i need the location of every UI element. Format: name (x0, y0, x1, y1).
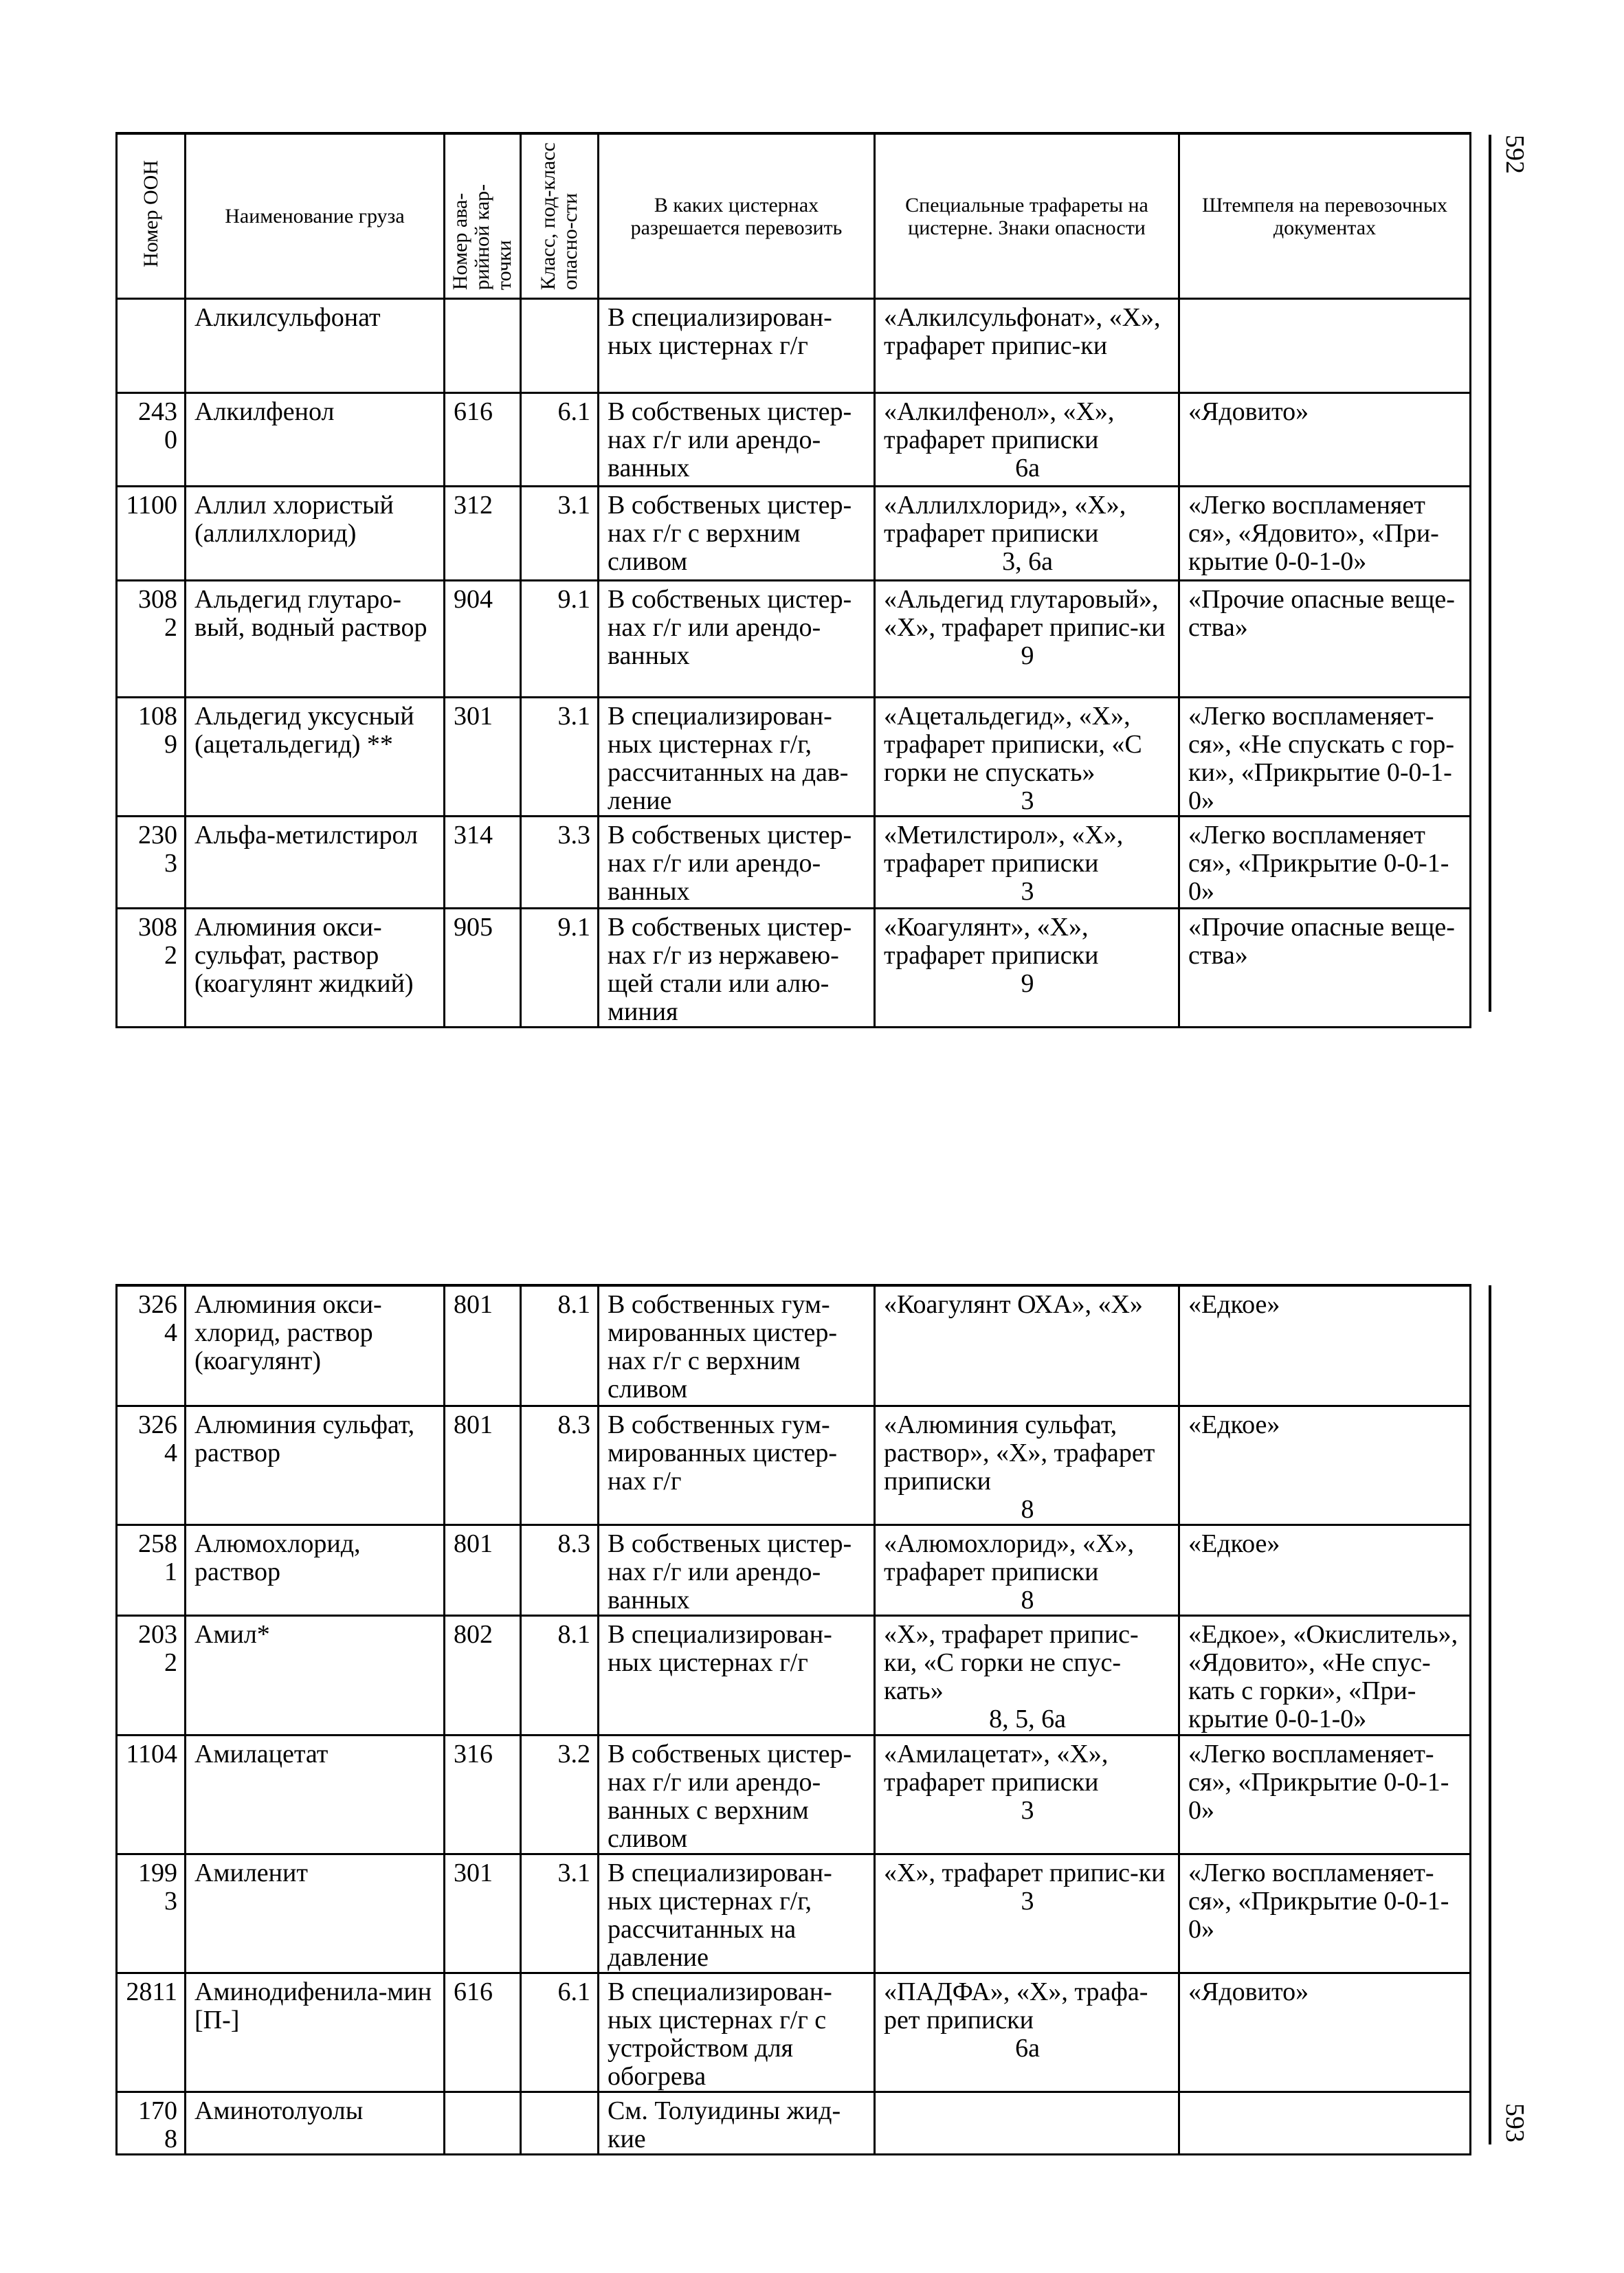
hazard-class-cell-text: 3.3 (557, 821, 590, 850)
hazard-class-cell (521, 487, 599, 581)
un-number-cell (117, 1735, 186, 1854)
cargo-name-cell (186, 1285, 445, 1406)
stamp-cell (1179, 1285, 1471, 1406)
emergency-card-cell (445, 581, 521, 698)
hazard-class-cell (521, 2092, 599, 2154)
table-row (117, 393, 1471, 487)
stamp-cell-text: «Легко воспламеняет ся», «Ядовито», «При-крытие 0-0-1-0» (1188, 491, 1439, 576)
stamp-cell-text: «Ядовито» (1188, 397, 1309, 426)
emergency-card-cell-text: 314 (454, 821, 493, 850)
hazard-class-cell-text: 8.3 (557, 1410, 590, 1439)
tanks-cell-text: В собственых цистер-нах г/г или арендо-ванных (608, 821, 852, 906)
un-number-cell-text: 1104 (126, 1739, 177, 1768)
hazard-sign-text: 9 (1021, 641, 1034, 670)
stamp-cell (1179, 1735, 1471, 1854)
header-tanks: В каких цистернах разрешается перевозить (599, 133, 875, 299)
stamp-cell-text: «Легко воспламеняет-ся», «Прикрытие 0-0-1-0» (1188, 1739, 1449, 1825)
tanks-cell (599, 299, 875, 393)
hazard-class-cell-text: 3.1 (557, 702, 590, 731)
cargo-name-cell-text: Амил* (194, 1619, 270, 1649)
cargo-name-cell-text: Аллил хлористый (аллилхлорид) (194, 491, 394, 548)
cargo-name-cell-text: Алкилфенол (194, 397, 335, 426)
emergency-card-cell-text: 616 (454, 1977, 493, 2006)
hazard-class-cell-text: 8.3 (557, 1529, 590, 1558)
cargo-name-cell (186, 817, 445, 909)
table-row (117, 909, 1471, 1028)
un-number-cell-text: 2581 (138, 1529, 177, 1586)
stencil-cell (875, 487, 1179, 581)
stamp-cell (1179, 698, 1471, 817)
stamp-cell (1179, 1406, 1471, 1524)
stencil-cell-text: «Х», трафарет припис-ки (884, 1858, 1166, 1887)
cargo-name-cell (186, 1615, 445, 1735)
un-number-cell-text: 2032 (138, 1619, 177, 1677)
tanks-cell-text: В специализирован-ных цистернах г/г, рассчитанных на дав-ление (608, 702, 849, 815)
hazard-class-cell (521, 1615, 599, 1735)
cargo-name-cell-text: Альдегид глутаро-вый, водный раствор (194, 585, 427, 642)
tanks-cell-text: В собственных гум-мированных цистер-нах г/г с верхним сливом (608, 1290, 838, 1404)
hazard-class-cell (521, 1406, 599, 1524)
un-number-cell-text: 2811 (126, 1977, 177, 2006)
stencil-cell (875, 909, 1179, 1028)
stamp-cell (1179, 393, 1471, 487)
stencil-cell (875, 817, 1179, 909)
cargo-name-cell (186, 698, 445, 817)
hazard-class-cell-text: 9.1 (557, 585, 590, 614)
stamp-cell (1179, 2092, 1471, 2154)
un-number-cell (117, 2092, 186, 2154)
stencil-cell-text: «Ацетальдегид», «Х», трафарет приписки, «С горки не спускать» (884, 702, 1142, 787)
emergency-card-cell (445, 909, 521, 1028)
un-number-cell-text: 1708 (138, 2096, 177, 2153)
table-row (117, 1615, 1471, 1735)
hazard-class-cell-text: 8.1 (557, 1290, 590, 1319)
emergency-card-cell (445, 1973, 521, 2092)
un-number-cell (117, 581, 186, 698)
emergency-card-cell (445, 299, 521, 393)
table-row (117, 1973, 1471, 2092)
hazard-class-cell (521, 909, 599, 1028)
tanks-cell-text: В собственых цистер-нах г/г из нержавею-щей стали или алю-миния (608, 913, 852, 1026)
tanks-cell-text: В собственых цистер-нах г/г или арендо-ванных (608, 1529, 852, 1615)
emergency-card-cell (445, 487, 521, 581)
emergency-card-cell (445, 2092, 521, 2154)
stamp-cell-text: «Едкое», «Окислитель», «Ядовито», «Не спус-кать с горки», «При-крытие 0-0-1-0» (1188, 1619, 1458, 1733)
cargo-name-cell (186, 2092, 445, 2154)
cargo-name-cell-text: Амиленит (194, 1858, 308, 1887)
header-emergency-card: Номер ава-рийной кар-точки (445, 133, 521, 299)
stencil-cell (875, 2092, 1179, 2154)
hazard-class-cell-text: 6.1 (557, 1977, 590, 2006)
un-number-cell (117, 1285, 186, 1406)
tanks-cell (599, 2092, 875, 2154)
stencil-cell (875, 393, 1179, 487)
tanks-cell (599, 1524, 875, 1615)
stencil-cell (875, 1406, 1179, 1524)
cargo-name-cell-text: Алюминия окси-сульфат, раствор (коагулянт жидкий) (194, 913, 414, 998)
stencil-cell (875, 1735, 1179, 1854)
stencil-cell (875, 1524, 1179, 1615)
stamp-cell (1179, 817, 1471, 909)
stencil-cell-text: «Амилацетат», «Х», трафарет приписки (884, 1739, 1109, 1797)
un-number-cell (117, 817, 186, 909)
emergency-card-cell (445, 1854, 521, 1973)
tanks-cell-text: В собственых цистер-нах г/г с верхним сливом (608, 491, 852, 576)
stencil-cell (875, 1854, 1179, 1973)
stamp-cell (1179, 581, 1471, 698)
un-number-cell-text: 3264 (138, 1410, 177, 1467)
stamp-cell-text: «Легко воспламеняет-ся», «Прикрытие 0-0-1-0» (1188, 1858, 1449, 1944)
tanks-cell-text: В специализирован-ных цистернах г/г (608, 303, 832, 360)
stencil-cell-text: «Алкилфенол», «Х», трафарет приписки (884, 397, 1115, 454)
hazard-class-cell (521, 817, 599, 909)
hazard-class-cell-text: 3.1 (557, 1858, 590, 1887)
stencil-cell (875, 1615, 1179, 1735)
emergency-card-cell-text: 301 (454, 1858, 493, 1887)
hazard-sign-text: 6а (1015, 454, 1040, 483)
cargo-name-cell-text: Алюмохлорид, раствор (194, 1529, 361, 1586)
un-number-cell (117, 487, 186, 581)
stencil-cell-text: «Алюминия сульфат, раствор», «Х», трафарет приписки (884, 1410, 1155, 1496)
stencil-cell (875, 1973, 1179, 2092)
header-hazard-class: Класс, под-класс опасно-сти (521, 133, 599, 299)
un-number-cell-text: 1993 (138, 1858, 177, 1916)
cargo-name-cell-text: Альфа-метилстирол (194, 821, 418, 850)
cargo-name-cell-text: Альдегид уксусный (ацетальдегид) ** (194, 702, 414, 759)
stencil-cell-text: «Метилстирол», «Х», трафарет приписки (884, 821, 1124, 878)
tanks-cell (599, 1973, 875, 2092)
stencil-cell-text: «Аллилхлорид», «Х», трафарет приписки (884, 491, 1126, 548)
header-cargo-name: Наименование груза (186, 133, 445, 299)
hazard-class-cell (521, 1524, 599, 1615)
tanks-cell-text: В собственых цистер-нах г/г или арендо-ванных (608, 585, 852, 670)
table-row (117, 581, 1471, 698)
hazard-sign-text: 8 (1021, 1494, 1034, 1524)
hazard-class-cell-text: 3.2 (557, 1739, 590, 1768)
tanks-cell (599, 393, 875, 487)
cargo-name-cell-text: Алкилсульфонат (194, 303, 381, 332)
cargo-name-cell-text: Аминотолуолы (194, 2096, 364, 2125)
emergency-card-cell-text: 316 (454, 1739, 493, 1768)
hazard-class-cell-text: 3.1 (557, 491, 590, 520)
stamp-cell (1179, 1615, 1471, 1735)
header-stamps: Штемпеля на перевозочных документах (1179, 133, 1471, 299)
hazard-class-cell (521, 1973, 599, 2092)
hazard-class-cell-text: 8.1 (557, 1619, 590, 1649)
hazard-sign-text: 3 (1021, 1795, 1034, 1825)
stencil-cell-text: «Алюмохлорид», «Х», трафарет приписки (884, 1529, 1134, 1586)
header-stencils: Специальные трафареты на цистерне. Знаки опасности (875, 133, 1179, 299)
emergency-card-cell (445, 1406, 521, 1524)
right-margin-rule-bottom (1489, 1285, 1491, 2144)
stamp-cell (1179, 909, 1471, 1028)
un-number-cell (117, 299, 186, 393)
cargo-name-cell-text: Алюминия сульфат, раствор (194, 1410, 415, 1467)
tanks-cell-text: См. Толуидины жид-кие (608, 2096, 841, 2153)
table-row (117, 299, 1471, 393)
un-number-cell (117, 1854, 186, 1973)
cargo-name-cell-text: Амилацетат (194, 1739, 329, 1768)
table-row (117, 698, 1471, 817)
cargo-name-cell (186, 909, 445, 1028)
stencil-cell (875, 1285, 1179, 1406)
cargo-name-cell (186, 1524, 445, 1615)
un-number-cell-text: 2430 (138, 397, 177, 454)
cargo-name-cell-text: Алюминия окси-хлорид, раствор (коагулянт) (194, 1290, 382, 1375)
hazard-class-cell (521, 1285, 599, 1406)
stamp-cell-text: «Легко воспламеняет ся», «Прикрытие 0-0-1-0» (1188, 821, 1449, 906)
hazard-class-cell (521, 698, 599, 817)
hazard-sign-text: 3 (1021, 786, 1034, 815)
un-number-cell (117, 1973, 186, 2092)
tanks-cell (599, 1285, 875, 1406)
page-number-592: 592 (1500, 135, 1529, 174)
tanks-cell-text: В собственых цистер-нах г/г или арендо-ванных (608, 397, 852, 483)
stamp-cell (1179, 299, 1471, 393)
hazard-class-cell-text: 6.1 (557, 397, 590, 426)
cargo-name-cell-text: Аминодифенила-мин [П-] (194, 1977, 432, 2034)
emergency-card-cell (445, 1285, 521, 1406)
stamp-cell-text: «Прочие опасные веще-ства» (1188, 585, 1455, 642)
table-row (117, 1406, 1471, 1524)
hazard-class-cell-text: 9.1 (557, 913, 590, 942)
un-number-cell (117, 698, 186, 817)
hazard-class-cell (521, 393, 599, 487)
cargo-name-cell (186, 1735, 445, 1854)
hazard-sign-text: 3, 6а (1002, 547, 1053, 576)
emergency-card-cell-text: 904 (454, 585, 493, 614)
un-number-cell (117, 909, 186, 1028)
tanks-cell (599, 487, 875, 581)
emergency-card-cell (445, 393, 521, 487)
hazard-sign-text: 9 (1021, 969, 1034, 998)
tanks-cell (599, 1735, 875, 1854)
table-row (117, 817, 1471, 909)
stencil-cell (875, 581, 1179, 698)
header-un-number: Номер ООН (117, 133, 186, 299)
tanks-cell (599, 1854, 875, 1973)
stencil-cell-text: «ПАДФА», «Х», трафа-рет приписки (884, 1977, 1148, 2034)
un-number-cell (117, 1524, 186, 1615)
tanks-cell (599, 909, 875, 1028)
stamp-cell (1179, 1524, 1471, 1615)
hazard-class-cell (521, 581, 599, 698)
hazard-class-cell (521, 1854, 599, 1973)
stencil-cell-text: «Алкилсульфонат», «Х», трафарет припис-ки (884, 303, 1161, 360)
emergency-card-cell-text: 301 (454, 702, 493, 731)
emergency-card-cell-text: 616 (454, 397, 493, 426)
cargo-name-cell (186, 299, 445, 393)
un-number-cell-text: 2303 (138, 821, 177, 878)
stencil-cell (875, 299, 1179, 393)
stencil-cell (875, 698, 1179, 817)
right-margin-rule-top (1489, 135, 1491, 1012)
cargo-table-page-593 (115, 1284, 1471, 2155)
hazard-sign-text: 3 (1021, 877, 1034, 906)
un-number-cell (117, 393, 186, 487)
page-number-593: 593 (1500, 2103, 1529, 2142)
un-number-cell (117, 1406, 186, 1524)
table-header-row (117, 133, 1471, 299)
un-number-cell-text: 3082 (138, 913, 177, 970)
tanks-cell-text: В специализирован-ных цистернах г/г с устройством для обогрева (608, 1977, 832, 2091)
tanks-cell (599, 817, 875, 909)
cargo-name-cell (186, 1973, 445, 2092)
tanks-cell (599, 1615, 875, 1735)
hazard-class-cell (521, 1735, 599, 1854)
tanks-cell-text: В специализирован-ных цистернах г/г, рассчитанных на давление (608, 1858, 832, 1972)
cargo-table-page-592 (115, 132, 1471, 1028)
hazard-sign-text: 6а (1015, 2033, 1040, 2063)
stamp-cell-text: «Едкое» (1188, 1290, 1280, 1319)
cargo-name-cell (186, 1854, 445, 1973)
un-number-cell-text: 1089 (138, 702, 177, 759)
table-row (117, 2092, 1471, 2154)
hazard-class-cell (521, 299, 599, 393)
stamp-cell-text: «Ядовито» (1188, 1977, 1309, 2006)
un-number-cell-text: 3264 (138, 1290, 177, 1347)
emergency-card-cell-text: 801 (454, 1529, 493, 1558)
stencil-cell-text: «Альдегид глутаровый», «Х», трафарет припис-ки (884, 585, 1166, 642)
stamp-cell-text: «Легко воспламеняет-ся», «Не спускать с гор-ки», «Прикрытие 0-0-1-0» (1188, 702, 1455, 815)
cargo-name-cell (186, 581, 445, 698)
un-number-cell (117, 1615, 186, 1735)
cargo-name-cell (186, 393, 445, 487)
tanks-cell (599, 698, 875, 817)
table-row (117, 1735, 1471, 1854)
emergency-card-cell-text: 905 (454, 913, 493, 942)
un-number-cell-text: 1100 (126, 491, 177, 520)
table-row (117, 1285, 1471, 1406)
hazard-sign-text: 8, 5, 6а (989, 1704, 1066, 1733)
stamp-cell (1179, 487, 1471, 581)
cargo-name-cell (186, 1406, 445, 1524)
emergency-card-cell (445, 1615, 521, 1735)
stencil-cell-text: «Коагулянт ОХА», «Х» (884, 1290, 1143, 1319)
stamp-cell (1179, 1854, 1471, 1973)
table-row (117, 1524, 1471, 1615)
un-number-cell-text: 3082 (138, 585, 177, 642)
emergency-card-cell-text: 801 (454, 1410, 493, 1439)
cargo-name-cell (186, 487, 445, 581)
stamp-cell-text: «Прочие опасные веще-ства» (1188, 913, 1455, 970)
emergency-card-cell (445, 698, 521, 817)
emergency-card-cell-text: 312 (454, 491, 493, 520)
emergency-card-cell (445, 817, 521, 909)
hazard-sign-text: 8 (1021, 1585, 1034, 1615)
emergency-card-cell (445, 1524, 521, 1615)
stencil-cell-text: «Коагулянт», «Х», трафарет приписки (884, 913, 1099, 970)
stamp-cell-text: «Едкое» (1188, 1410, 1280, 1439)
emergency-card-cell-text: 801 (454, 1290, 493, 1319)
tanks-cell-text: В собственных гум-мированных цистер-нах г/г (608, 1410, 838, 1496)
table-row (117, 1854, 1471, 1973)
emergency-card-cell (445, 1735, 521, 1854)
stamp-cell-text: «Едкое» (1188, 1529, 1280, 1558)
hazard-sign-text: 3 (1021, 1886, 1034, 1916)
table-row (117, 487, 1471, 581)
stencil-cell-text: «Х», трафарет припис-ки, «С горки не спус-кать» (884, 1619, 1139, 1705)
stamp-cell (1179, 1973, 1471, 2092)
tanks-cell (599, 581, 875, 698)
emergency-card-cell-text: 802 (454, 1619, 493, 1649)
tanks-cell-text: В собственых цистер-нах г/г или арендо-ванных с верхним сливом (608, 1739, 852, 1853)
tanks-cell (599, 1406, 875, 1524)
tanks-cell-text: В специализирован-ных цистернах г/г (608, 1619, 832, 1677)
